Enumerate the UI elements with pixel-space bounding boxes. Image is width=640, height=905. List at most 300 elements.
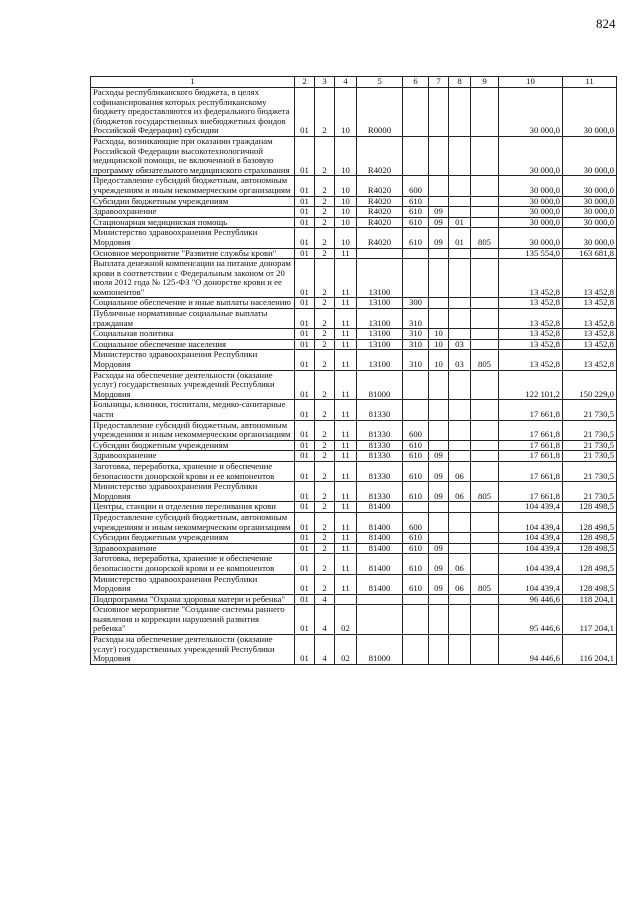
row-value-cell: R4020 — [357, 196, 403, 207]
row-value-cell: 118 204,1 — [563, 594, 617, 605]
row-value-cell: 163 681,8 — [563, 248, 617, 259]
row-name-cell: Публичные нормативные социальные выплаты гражданам — [91, 309, 295, 329]
row-value-cell — [403, 136, 429, 175]
row-value-cell — [449, 176, 471, 196]
row-value-cell: 13100 — [357, 309, 403, 329]
row-value-cell: 2 — [315, 370, 335, 400]
row-value-cell: 30 000,0 — [499, 88, 563, 137]
row-value-cell — [449, 512, 471, 532]
row-value-cell — [403, 502, 429, 513]
row-value-cell — [429, 176, 449, 196]
row-name-cell: Выплата денежной компенсации на питание донорам крови в соответствии с Федеральным законом от 20 июля 2012 года № 125-ФЗ "О донорстве крови и ее компонентов" — [91, 259, 295, 298]
row-value-cell: 104 439,4 — [499, 554, 563, 574]
row-value-cell: 81330 — [357, 400, 403, 420]
row-value-cell: 13100 — [357, 259, 403, 298]
row-value-cell: 03 — [449, 339, 471, 350]
row-value-cell: 01 — [295, 482, 315, 502]
row-value-cell: 2 — [315, 207, 335, 218]
row-value-cell: 21 730,5 — [563, 440, 617, 451]
row-value-cell — [471, 420, 499, 440]
row-value-cell: 30 000,0 — [499, 207, 563, 218]
row-value-cell: 30 000,0 — [499, 196, 563, 207]
row-value-cell — [449, 248, 471, 259]
row-value-cell: 2 — [315, 533, 335, 544]
row-value-cell: 30 000,0 — [499, 136, 563, 175]
row-value-cell: 13100 — [357, 298, 403, 309]
row-value-cell — [471, 339, 499, 350]
column-header: 2 — [295, 77, 315, 88]
row-value-cell: 01 — [295, 217, 315, 228]
row-value-cell — [449, 440, 471, 451]
row-value-cell: 610 — [403, 196, 429, 207]
table-row — [91, 309, 617, 329]
row-value-cell — [449, 594, 471, 605]
table-row — [91, 512, 617, 532]
row-value-cell — [471, 502, 499, 513]
column-header: 11 — [563, 77, 617, 88]
row-value-cell — [449, 196, 471, 207]
row-value-cell: 17 661,8 — [499, 451, 563, 462]
row-value-cell — [471, 605, 499, 635]
row-value-cell — [429, 88, 449, 137]
row-value-cell — [471, 207, 499, 218]
row-value-cell: 13 452,8 — [563, 350, 617, 370]
row-value-cell — [471, 400, 499, 420]
table-row — [91, 248, 617, 259]
row-value-cell: 128 498,5 — [563, 543, 617, 554]
row-value-cell: 30 000,0 — [563, 136, 617, 175]
table-row — [91, 461, 617, 481]
row-value-cell — [429, 440, 449, 451]
row-value-cell: 21 730,5 — [563, 400, 617, 420]
row-name-cell: Министерство здравоохранения Республики Мордовия — [91, 574, 295, 594]
row-value-cell — [449, 136, 471, 175]
row-value-cell: 10 — [335, 136, 357, 175]
row-value-cell: 30 000,0 — [563, 176, 617, 196]
row-value-cell — [357, 605, 403, 635]
table-row — [91, 574, 617, 594]
row-value-cell — [471, 635, 499, 665]
row-name-cell: Субсидии бюджетным учреждениям — [91, 196, 295, 207]
row-value-cell: 01 — [295, 136, 315, 175]
row-value-cell: 02 — [335, 635, 357, 665]
row-name-cell: Подпрограмма "Охрана здоровья матери и ребенка" — [91, 594, 295, 605]
row-value-cell: 610 — [403, 461, 429, 481]
row-value-cell — [429, 309, 449, 329]
row-value-cell: 01 — [295, 502, 315, 513]
row-value-cell: 150 229,0 — [563, 370, 617, 400]
row-value-cell: 10 — [429, 350, 449, 370]
column-header: 8 — [449, 77, 471, 88]
table-row — [91, 420, 617, 440]
row-value-cell — [357, 594, 403, 605]
row-value-cell: 30 000,0 — [499, 217, 563, 228]
row-value-cell: 600 — [403, 176, 429, 196]
row-value-cell: 11 — [335, 309, 357, 329]
row-value-cell: 81000 — [357, 635, 403, 665]
row-value-cell: 03 — [449, 350, 471, 370]
row-value-cell: 06 — [449, 574, 471, 594]
row-value-cell: 104 439,4 — [499, 574, 563, 594]
row-value-cell: 01 — [295, 574, 315, 594]
row-value-cell — [449, 400, 471, 420]
column-header: 6 — [403, 77, 429, 88]
header-row — [91, 77, 617, 88]
row-value-cell: 01 — [295, 309, 315, 329]
row-value-cell: 122 101,2 — [499, 370, 563, 400]
column-header: 3 — [315, 77, 335, 88]
row-name-cell: Заготовка, переработка, хранение и обеспечение безопасности донорской крови и ее компонентов — [91, 461, 295, 481]
row-value-cell: 21 730,5 — [563, 451, 617, 462]
row-value-cell: 2 — [315, 482, 335, 502]
row-name-cell: Субсидии бюджетным учреждениям — [91, 533, 295, 544]
row-value-cell: 610 — [403, 543, 429, 554]
row-value-cell: 11 — [335, 512, 357, 532]
row-value-cell: 2 — [315, 329, 335, 340]
row-value-cell: 13 452,8 — [563, 339, 617, 350]
row-value-cell: 13 452,8 — [499, 339, 563, 350]
row-value-cell: 30 000,0 — [563, 88, 617, 137]
table-row — [91, 350, 617, 370]
row-value-cell: 310 — [403, 329, 429, 340]
row-value-cell: 610 — [403, 574, 429, 594]
row-value-cell: 06 — [449, 461, 471, 481]
row-value-cell: 2 — [315, 136, 335, 175]
row-name-cell: Расходы республиканского бюджета, в целях софинансирования которых республиканскому бюджету предоставляются из федерального бюджета (бюджетов государственных внебюджетных фондов Российской Федерации) субсидии — [91, 88, 295, 137]
row-value-cell: 300 — [403, 298, 429, 309]
row-value-cell: 116 204,1 — [563, 635, 617, 665]
row-value-cell: 09 — [429, 451, 449, 462]
row-name-cell: Расходы на обеспечение деятельности (оказание услуг) государственных учреждений Республики Мордовия — [91, 370, 295, 400]
row-value-cell: 128 498,5 — [563, 533, 617, 544]
row-value-cell — [429, 605, 449, 635]
row-value-cell: 30 000,0 — [563, 217, 617, 228]
row-value-cell — [449, 259, 471, 298]
table-row — [91, 370, 617, 400]
row-value-cell — [471, 329, 499, 340]
row-value-cell: 81330 — [357, 440, 403, 451]
row-value-cell: 81400 — [357, 574, 403, 594]
row-value-cell: 2 — [315, 400, 335, 420]
row-value-cell: R4020 — [357, 136, 403, 175]
row-value-cell: 805 — [471, 350, 499, 370]
row-value-cell: 10 — [335, 228, 357, 248]
row-value-cell: 01 — [295, 329, 315, 340]
row-value-cell: 2 — [315, 461, 335, 481]
row-value-cell: 01 — [295, 350, 315, 370]
row-value-cell: 17 661,8 — [499, 461, 563, 481]
row-name-cell: Субсидии бюджетным учреждениям — [91, 440, 295, 451]
row-value-cell: 09 — [429, 574, 449, 594]
row-value-cell: 600 — [403, 420, 429, 440]
row-value-cell: 81400 — [357, 512, 403, 532]
row-value-cell — [403, 259, 429, 298]
table-row — [91, 176, 617, 196]
row-value-cell — [429, 512, 449, 532]
row-value-cell — [471, 217, 499, 228]
row-value-cell: 610 — [403, 228, 429, 248]
row-value-cell: 01 — [295, 605, 315, 635]
table-row — [91, 298, 617, 309]
row-name-cell: Основное мероприятие "Создание системы раннего выявления и коррекции нарушений развития ребенка" — [91, 605, 295, 635]
row-value-cell: 2 — [315, 574, 335, 594]
row-value-cell: 01 — [295, 339, 315, 350]
row-value-cell — [449, 207, 471, 218]
row-value-cell: R4020 — [357, 217, 403, 228]
row-value-cell: 11 — [335, 574, 357, 594]
row-value-cell: 06 — [449, 482, 471, 502]
row-value-cell — [403, 248, 429, 259]
table-row — [91, 594, 617, 605]
row-value-cell: 21 730,5 — [563, 461, 617, 481]
row-value-cell: 81330 — [357, 420, 403, 440]
row-value-cell — [429, 259, 449, 298]
row-value-cell — [403, 594, 429, 605]
table-row — [91, 543, 617, 554]
row-value-cell — [429, 400, 449, 420]
column-header: 5 — [357, 77, 403, 88]
row-value-cell: 01 — [295, 543, 315, 554]
row-value-cell — [449, 88, 471, 137]
row-value-cell: 81330 — [357, 461, 403, 481]
row-value-cell: 2 — [315, 88, 335, 137]
row-value-cell: 81400 — [357, 502, 403, 513]
table-row — [91, 136, 617, 175]
row-value-cell — [449, 502, 471, 513]
row-value-cell: 13 452,8 — [563, 259, 617, 298]
row-value-cell: 01 — [295, 554, 315, 574]
row-value-cell: 11 — [335, 461, 357, 481]
row-value-cell — [429, 502, 449, 513]
row-value-cell: 01 — [295, 512, 315, 532]
row-value-cell: 2 — [315, 502, 335, 513]
table-row — [91, 259, 617, 298]
row-value-cell — [471, 136, 499, 175]
row-name-cell: Министерство здравоохранения Республики Мордовия — [91, 482, 295, 502]
row-value-cell: 01 — [295, 420, 315, 440]
row-value-cell: 01 — [449, 217, 471, 228]
table-row — [91, 217, 617, 228]
row-value-cell: 01 — [295, 88, 315, 137]
row-value-cell — [449, 420, 471, 440]
row-value-cell — [471, 533, 499, 544]
row-value-cell: 4 — [315, 635, 335, 665]
row-value-cell: 02 — [335, 605, 357, 635]
table-row — [91, 196, 617, 207]
row-value-cell — [449, 605, 471, 635]
row-value-cell: 2 — [315, 543, 335, 554]
row-value-cell: 2 — [315, 440, 335, 451]
row-value-cell: 128 498,5 — [563, 554, 617, 574]
row-value-cell: 11 — [335, 482, 357, 502]
row-value-cell: 10 — [335, 207, 357, 218]
row-name-cell: Здравоохранение — [91, 451, 295, 462]
row-name-cell: Социальное обеспечение населения — [91, 339, 295, 350]
row-value-cell: R0000 — [357, 88, 403, 137]
row-value-cell: 17 661,8 — [499, 440, 563, 451]
row-value-cell — [429, 196, 449, 207]
row-value-cell: 11 — [335, 502, 357, 513]
row-value-cell: R4020 — [357, 176, 403, 196]
row-value-cell: 09 — [429, 228, 449, 248]
row-value-cell: 09 — [429, 217, 449, 228]
row-value-cell — [429, 420, 449, 440]
row-value-cell: 104 439,4 — [499, 533, 563, 544]
row-value-cell: 104 439,4 — [499, 502, 563, 513]
row-value-cell — [471, 594, 499, 605]
row-value-cell: 11 — [335, 400, 357, 420]
row-value-cell: 10 — [335, 176, 357, 196]
budget-table — [90, 76, 617, 665]
row-value-cell: 30 000,0 — [563, 228, 617, 248]
row-value-cell: 11 — [335, 298, 357, 309]
row-value-cell — [403, 635, 429, 665]
row-value-cell: 2 — [315, 339, 335, 350]
row-value-cell: 01 — [295, 594, 315, 605]
row-value-cell: 805 — [471, 482, 499, 502]
row-value-cell: 94 446,6 — [499, 635, 563, 665]
row-value-cell: 95 446,6 — [499, 605, 563, 635]
row-value-cell: 805 — [471, 574, 499, 594]
row-value-cell: 2 — [315, 248, 335, 259]
row-value-cell: 11 — [335, 259, 357, 298]
row-value-cell: 01 — [295, 461, 315, 481]
row-value-cell: 610 — [403, 207, 429, 218]
row-value-cell — [403, 605, 429, 635]
row-value-cell: 30 000,0 — [563, 207, 617, 218]
row-name-cell: Социальная политика — [91, 329, 295, 340]
row-value-cell: 310 — [403, 309, 429, 329]
row-value-cell: 610 — [403, 533, 429, 544]
row-value-cell: 10 — [429, 329, 449, 340]
row-value-cell: 2 — [315, 420, 335, 440]
column-header: 10 — [499, 77, 563, 88]
row-value-cell — [471, 370, 499, 400]
table-row — [91, 554, 617, 574]
row-value-cell — [449, 543, 471, 554]
row-value-cell: 610 — [403, 451, 429, 462]
row-value-cell — [429, 298, 449, 309]
row-name-cell: Предоставление субсидий бюджетным, автономным учреждениям и иным некоммерческим организациям — [91, 176, 295, 196]
table-row — [91, 400, 617, 420]
row-value-cell: 01 — [295, 635, 315, 665]
table-row — [91, 207, 617, 218]
row-value-cell — [471, 298, 499, 309]
row-value-cell: 610 — [403, 554, 429, 574]
table-row — [91, 502, 617, 513]
row-value-cell: 01 — [295, 259, 315, 298]
row-value-cell: 01 — [295, 228, 315, 248]
row-value-cell: 2 — [315, 228, 335, 248]
column-header: 7 — [429, 77, 449, 88]
row-name-cell: Расходы на обеспечение деятельности (оказание услуг) государственных учреждений Республики Мордовия — [91, 635, 295, 665]
row-value-cell: 610 — [403, 440, 429, 451]
row-value-cell — [449, 533, 471, 544]
row-value-cell — [449, 329, 471, 340]
row-value-cell — [429, 370, 449, 400]
row-value-cell: 2 — [315, 512, 335, 532]
row-value-cell: 09 — [429, 554, 449, 574]
row-value-cell: 09 — [429, 482, 449, 502]
row-value-cell: 10 — [335, 217, 357, 228]
row-value-cell: 2 — [315, 298, 335, 309]
row-value-cell: 2 — [315, 176, 335, 196]
row-value-cell: 2 — [315, 451, 335, 462]
row-value-cell: 11 — [335, 350, 357, 370]
row-value-cell — [449, 451, 471, 462]
row-value-cell: 01 — [295, 176, 315, 196]
row-name-cell: Центры, станции и отделения переливания крови — [91, 502, 295, 513]
row-value-cell: 610 — [403, 217, 429, 228]
row-value-cell — [429, 635, 449, 665]
row-value-cell — [449, 635, 471, 665]
table-row — [91, 228, 617, 248]
row-value-cell — [471, 543, 499, 554]
row-value-cell: 104 439,4 — [499, 512, 563, 532]
row-value-cell: 310 — [403, 350, 429, 370]
row-value-cell: 310 — [403, 339, 429, 350]
column-header: 1 — [91, 77, 295, 88]
table-row — [91, 482, 617, 502]
row-name-cell: Предоставление субсидий бюджетным, автономным учреждениям и иным некоммерческим организациям — [91, 512, 295, 532]
row-value-cell — [471, 440, 499, 451]
row-value-cell — [429, 136, 449, 175]
row-value-cell: 2 — [315, 350, 335, 370]
row-value-cell: 81400 — [357, 533, 403, 544]
row-value-cell: 805 — [471, 228, 499, 248]
row-name-cell: Предоставление субсидий бюджетным, автономным учреждениям и иным некоммерческим организациям — [91, 420, 295, 440]
row-value-cell: 21 730,5 — [563, 482, 617, 502]
table-row — [91, 329, 617, 340]
table-row — [91, 339, 617, 350]
row-value-cell: 01 — [295, 248, 315, 259]
column-header: 4 — [335, 77, 357, 88]
row-value-cell: 4 — [315, 594, 335, 605]
row-value-cell: 128 498,5 — [563, 502, 617, 513]
row-value-cell: 2 — [315, 196, 335, 207]
row-value-cell: 30 000,0 — [499, 176, 563, 196]
row-name-cell: Социальное обеспечение и иные выплаты населению — [91, 298, 295, 309]
row-value-cell: 128 498,5 — [563, 574, 617, 594]
row-value-cell: 01 — [295, 207, 315, 218]
row-value-cell: 17 661,8 — [499, 400, 563, 420]
row-value-cell: 2 — [315, 217, 335, 228]
row-value-cell: 2 — [315, 309, 335, 329]
row-value-cell: 81330 — [357, 451, 403, 462]
row-value-cell: 09 — [429, 543, 449, 554]
row-value-cell: 21 730,5 — [563, 420, 617, 440]
row-value-cell — [471, 88, 499, 137]
table-row — [91, 440, 617, 451]
row-value-cell — [471, 248, 499, 259]
page-number: 824 — [596, 16, 616, 31]
row-value-cell — [449, 309, 471, 329]
row-value-cell — [449, 370, 471, 400]
row-name-cell: Расходы, возникающие при оказании гражданам Российской Федерации высокотехнологичной медицинской помощи, не включенной в базовую программу обязательного медицинского страхования — [91, 136, 295, 175]
table-row — [91, 635, 617, 665]
row-value-cell: 10 — [335, 88, 357, 137]
row-value-cell — [471, 259, 499, 298]
row-name-cell: Заготовка, переработка, хранение и обеспечение безопасности донорской крови и ее компонентов — [91, 554, 295, 574]
row-value-cell: 11 — [335, 440, 357, 451]
row-value-cell: 104 439,4 — [499, 543, 563, 554]
row-value-cell: 11 — [335, 420, 357, 440]
row-value-cell: 17 661,8 — [499, 482, 563, 502]
row-value-cell: 10 — [429, 339, 449, 350]
row-value-cell: 11 — [335, 329, 357, 340]
row-name-cell: Министерство здравоохранения Республики Мордовия — [91, 350, 295, 370]
row-value-cell: R4020 — [357, 207, 403, 218]
